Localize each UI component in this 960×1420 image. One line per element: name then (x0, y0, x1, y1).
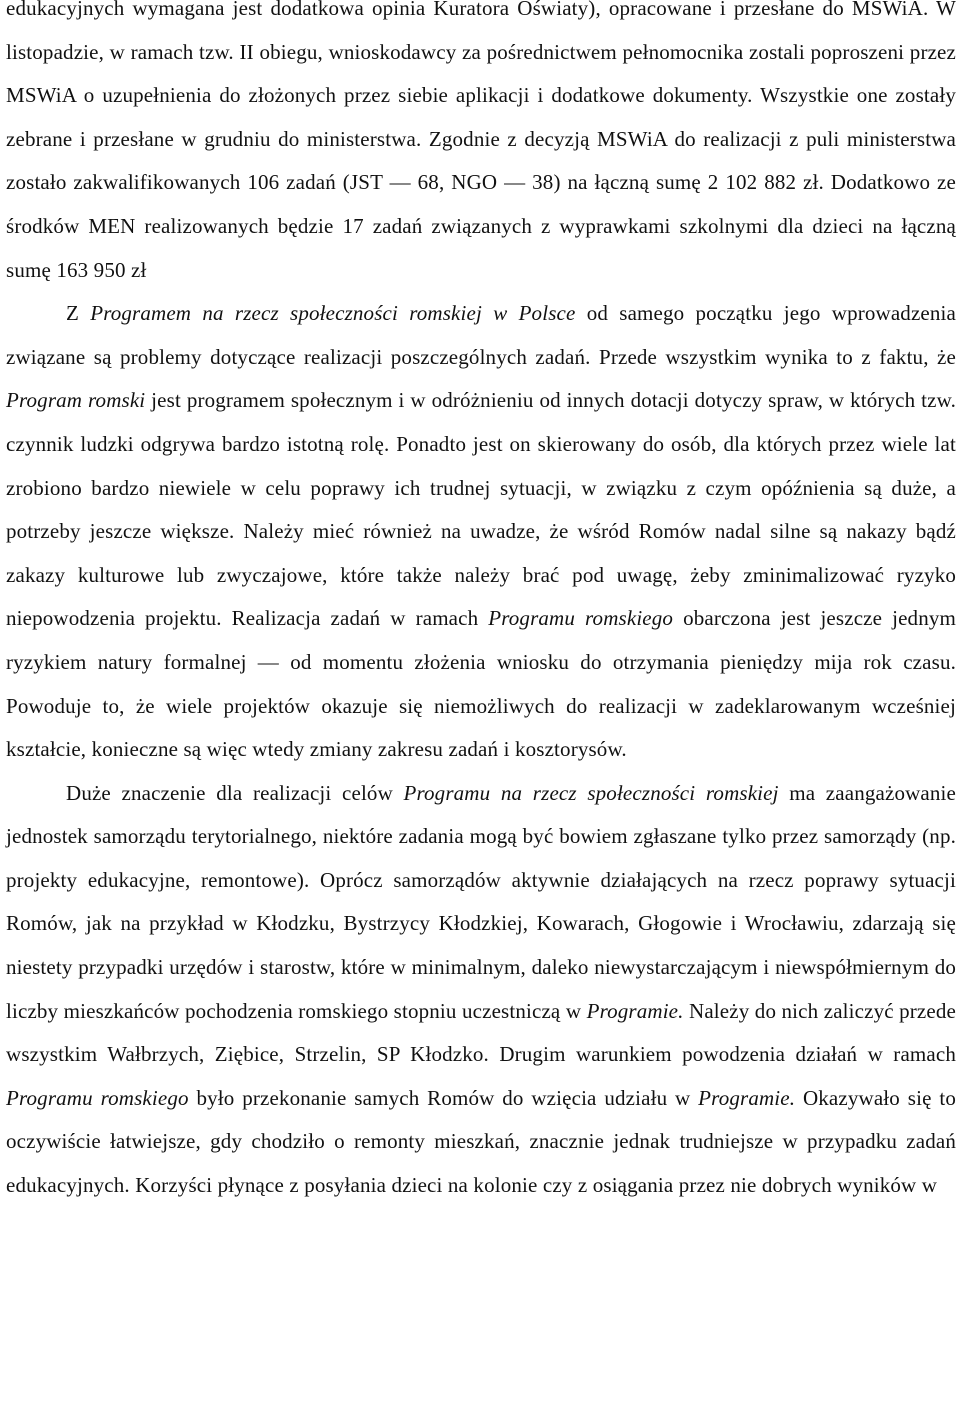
paragraph-3-italic-programu-romskiego: Programu romskiego (6, 1085, 189, 1110)
paragraph-2-segment: obarczona jest jeszcze jednym ryzykiem natury formalnej — od momentu złożenia wniosku do otrzymania pieniędzy mija rok czasu. Powoduje to, że wiele projektów okazuje się niemożliwych do realizacji w zadeklarowanym wcześniej kształcie, konieczne są więc wtedy zmiany zakresu zadań i kosztorysów. (6, 606, 956, 762)
paragraph-1-text: edukacyjnych wymagana jest dodatkowa opinia Kuratora Oświaty), opracowane i przesłane do MSWiA. W listopadzie, w ramach tzw. II obiegu, wnioskodawcy za pośrednictwem pełnomocnika zostali poproszeni przez MSWiA o uzupełnienia do złożonych przez siebie aplikacji i dodatkowe dokumenty. Wszystkie one zostały zebrane i przesłane w grudniu do ministerstwa. Zgodnie z decyzją MSWiA do realizacji z puli ministerstwa zostało zakwalifikowanych 106 zadań (JST — 68, NGO — 38) na łączną sumę 2 102 882 zł. Dodatkowo ze środków MEN realizowanych będzie 17 zadań związanych z wyprawkami szkolnymi dla dzieci na łączną sumę 163 950 zł (6, 0, 956, 282)
paragraph-2-segment: Z (66, 301, 91, 326)
paragraph-2-italic-program-title: Programem na rzecz społeczności romskiej w Polsce (90, 301, 576, 326)
paragraph-3-segment: ma zaangażowanie jednostek samorządu terytorialnego, niektóre zadania mogą być bowiem zgłaszane tylko przez samorządy (np. projekty edukacyjne, remontowe). Oprócz samorządów aktywnie działających na rzecz poprawy sytuacji Romów, jak na przykład w Kłodzku, Bystrzycy Kłodzkiej, Kowarach, Głogowie i Wrocławiu, zdarzają się niestety przypadki urzędów i starostw, które w minimalnym, daleko niewystarczającym i niewspółmiernym do liczby mieszkańców pochodzenia romskiego stopniu uczestniczą w (6, 780, 956, 1023)
paragraph-3-segment: było przekonanie samych Romów do wzięcia udziału w (188, 1085, 699, 1110)
paragraph-3-segment: Okazywało się to oczywiście łatwiejsze, gdy chodziło o remonty mieszkań, znacznie jednak trudniejsze w przypadku zadań edukacyjnych. Korzyści płynące z posyłania dzieci na kolonie czy z osiągania przez nie dobrych wyników w (6, 1085, 956, 1198)
paragraph-3-italic-programie: Programie. (698, 1085, 796, 1110)
paragraph-2-segment: jest programem społecznym i w odróżnieniu od innych dotacji dotyczy spraw, w których tzw. czynnik ludzki odgrywa bardzo istotną rolę. Ponadto jest on skierowany do osób, dla których przez wiele lat zrobiono bardzo niewiele w celu poprawy ich trudnej sytuacji, w związku z czym opóźnienia są duże, a potrzeby jeszcze większe. Należy mieć również na uwadze, że wśród Romów nadal silne są nakazy bądź zakazy kulturowe lub zwyczajowe, które także należy brać pod uwagę, żeby zminimalizować ryzyko niepowodzenia projektu. Realizacja zadań w ramach (6, 388, 956, 631)
paragraph-3 (6, 772, 956, 1208)
paragraph-2-italic-program-romski: Program romski (6, 388, 146, 413)
paragraph-2-segment: od samego początku jego wprowadzenia związane są problemy dotyczące realizacji poszczególnych zadań. Przede wszystkim wynika to z faktu, że (6, 301, 956, 369)
paragraph-1 (6, 0, 956, 292)
paragraph-2 (6, 292, 956, 772)
paragraph-3-segment: Należy do nich zaliczyć przede wszystkim Wałbrzych, Ziębice, Strzelin, SP Kłodzko. Drugim warunkiem powodzenia działań w ramach (6, 998, 956, 1067)
paragraph-3-italic-programie: Programie. (586, 998, 684, 1023)
paragraph-3-segment: Duże znaczenie dla realizacji celów (66, 780, 404, 805)
paragraph-2-italic-programu-romskiego: Programu romskiego (488, 606, 674, 631)
paragraph-3-italic-program-title: Programu na rzecz społeczności romskiej (403, 780, 779, 805)
